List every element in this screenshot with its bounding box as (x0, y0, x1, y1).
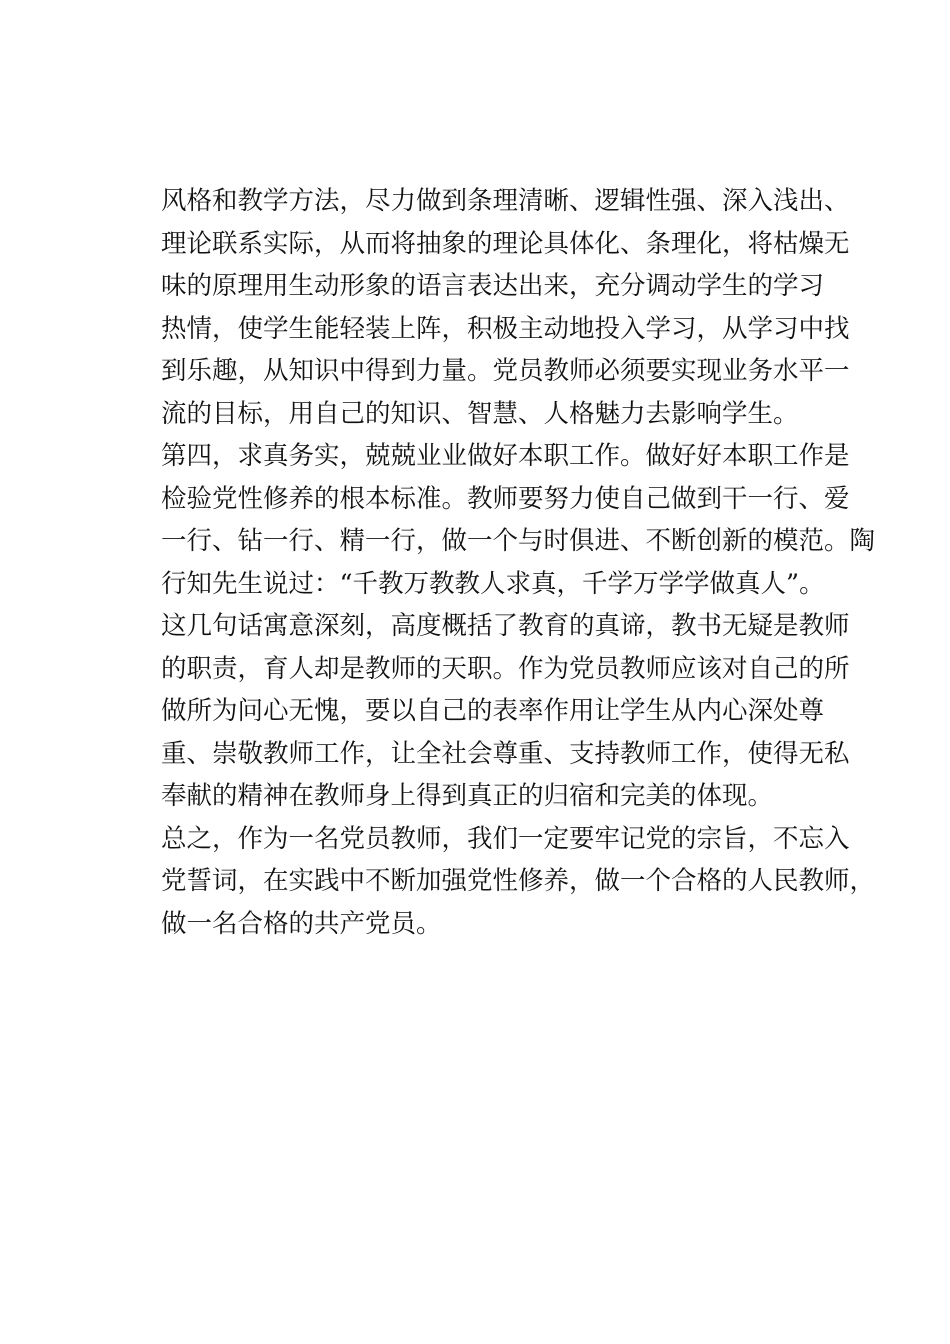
text-line: 奉献的精神在教师身上得到真正的归宿和完美的体现。 (161, 781, 774, 811)
text-line: 这几句话寓意深刻，高度概括了教育的真谛，教书无疑是教师 (161, 611, 850, 641)
text-line: 做所为问心无愧，要以自己的表率作用让学生从内心深处尊 (161, 696, 825, 726)
text-line: 的职责，育人却是教师的天职。作为党员教师应该对自己的所 (161, 653, 850, 684)
text-line: 风格和教学方法，尽力做到条理清晰、逻辑性强、深入浅出、 (161, 186, 850, 216)
text-line: 味的原理用生动形象的语言表达出来，充分调动学生的学习 (161, 271, 825, 301)
text-line: 检验党性修养的根本标准。教师要努力使自己做到干一行、爱 (161, 483, 850, 514)
text-line: 总之，作为一名党员教师，我们一定要牢记党的宗旨，不忘入 (161, 823, 850, 854)
text-line: 重、崇敬教师工作，让全社会尊重、支持教师工作，使得无私 (161, 738, 850, 769)
text-line: 热情，使学生能轻装上阵，积极主动地投入学习，从学习中找 (161, 313, 850, 344)
text-line: 做一名合格的共产党员。 (161, 908, 442, 939)
text-line: 行知先生说过：“千教万教教人求真，千学万学学做真人”。 (161, 568, 825, 599)
text-line: 到乐趣，从知识中得到力量。党员教师必须要实现业务水平一 (161, 356, 850, 386)
text-line: 理论联系实际，从而将抽象的理论具体化、条理化，将枯燥无 (161, 228, 850, 259)
text-line: 第四，求真务实，兢兢业业做好本职工作。做好好本职工作是 (161, 441, 850, 471)
body-text (161, 182, 876, 947)
text-line: 流的目标，用自己的知识、智慧、人格魅力去影响学生。 (161, 398, 799, 429)
text-line: 一行、钻一行、精一行，做一个与时俱进、不断创新的模范。陶 (161, 526, 876, 556)
text-line: 党誓词，在实践中不断加强党性修养，做一个合格的人民教师， (161, 866, 876, 896)
